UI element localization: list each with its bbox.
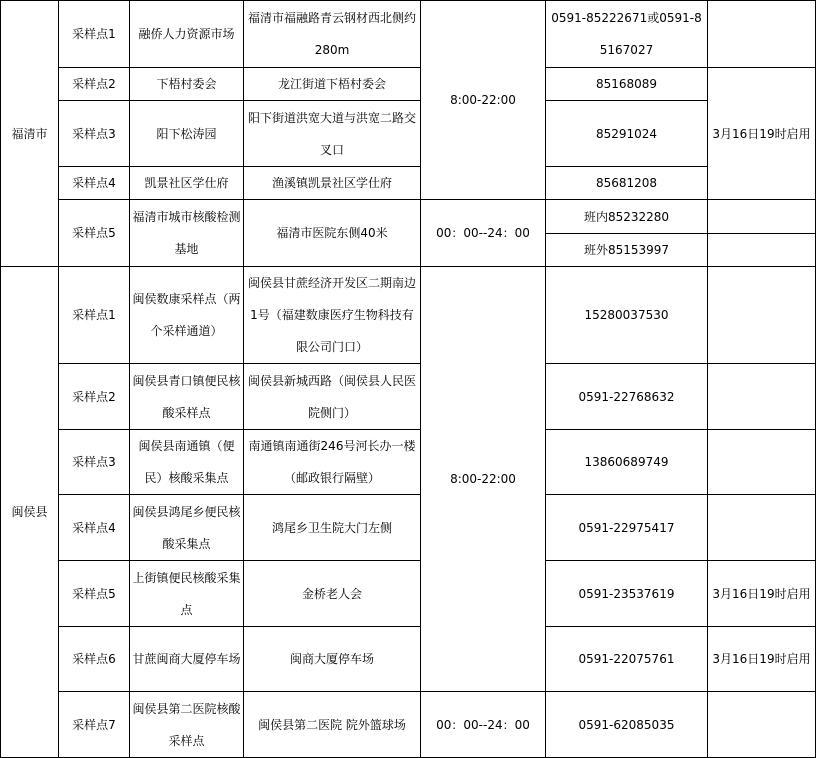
site-name: 阳下松涛园 [130, 101, 244, 167]
hours-cell: 8:00-22:00 [421, 267, 546, 692]
table-row [1, 692, 816, 758]
site-label: 采样点6 [59, 627, 130, 692]
site-name: 闽侯县鸿尾乡便民核酸采集点 [130, 495, 244, 561]
site-label: 采样点3 [59, 430, 130, 495]
table-row [1, 561, 816, 627]
site-name: 闽侯县青口镇便民核酸采样点 [130, 364, 244, 430]
site-label: 采样点3 [59, 101, 130, 167]
site-name: 上街镇便民核酸采集点 [130, 561, 244, 627]
site-phone: 0591-22768632 [546, 364, 708, 430]
table-row [1, 68, 816, 101]
note-cell-empty [708, 1, 816, 68]
site-label: 采样点4 [59, 495, 130, 561]
site-address: 闽商大厦停车场 [244, 627, 421, 692]
site-phone: 85168089 [546, 68, 708, 101]
table-row [1, 364, 816, 430]
site-address: 闽侯县第二医院 院外篮球场 [244, 692, 421, 758]
site-name: 下梧村委会 [130, 68, 244, 101]
site-name: 福清市城市核酸检测基地 [130, 200, 244, 267]
site-name: 闽侯数康采样点（两个采样通道） [130, 267, 244, 364]
site-phone: 15280037530 [546, 267, 708, 364]
region-cell-minhou: 闽侯县 [1, 267, 59, 758]
table-row [1, 200, 816, 234]
site-name: 闽侯县南通镇（便民）核酸采集点 [130, 430, 244, 495]
site-name: 甘蔗闽商大厦停车场 [130, 627, 244, 692]
site-label: 采样点1 [59, 267, 130, 364]
site-label: 采样点7 [59, 692, 130, 758]
note-cell: 3月16日19时启用 [708, 561, 816, 627]
table-row [1, 267, 816, 364]
table-row [1, 167, 816, 200]
site-address: 福清市福融路青云钢材西北侧约280m [244, 1, 421, 68]
site-address: 福清市医院东侧40米 [244, 200, 421, 267]
note-cell: 3月16日19时启用 [708, 627, 816, 692]
region-cell-fuqing: 福清市 [1, 1, 59, 267]
site-label: 采样点1 [59, 1, 130, 68]
site-address: 闽侯县甘蔗经济开发区二期南边1号（福建数康医疗生物科技有限公司门口） [244, 267, 421, 364]
site-label: 采样点5 [59, 200, 130, 267]
site-address: 龙江街道下梧村委会 [244, 68, 421, 101]
site-name: 融侨人力资源市场 [130, 1, 244, 68]
site-phone: 0591-85222671或0591-85167027 [546, 1, 708, 68]
site-label: 采样点5 [59, 561, 130, 627]
note-cell [708, 692, 816, 758]
note-cell [708, 267, 816, 364]
site-phone: 85291024 [546, 101, 708, 167]
site-phone-in: 班内85232280 [546, 200, 708, 234]
site-address: 金桥老人会 [244, 561, 421, 627]
site-address: 阳下街道洪宽大道与洪宽二路交叉口 [244, 101, 421, 167]
site-label: 采样点4 [59, 167, 130, 200]
site-phone: 0591-22975417 [546, 495, 708, 561]
site-name: 凯景社区学仕府 [130, 167, 244, 200]
note-cell [708, 495, 816, 561]
site-phone: 13860689749 [546, 430, 708, 495]
table-row [1, 101, 816, 167]
site-phone: 0591-62085035 [546, 692, 708, 758]
note-cell: 3月16日19时启用 [708, 68, 816, 200]
table-row [1, 1, 816, 68]
site-phone: 0591-22075761 [546, 627, 708, 692]
table-row [1, 627, 816, 692]
site-phone: 0591-23537619 [546, 561, 708, 627]
table-row [1, 430, 816, 495]
note-cell-empty [708, 200, 816, 234]
note-cell [708, 364, 816, 430]
hours-cell: 00：00--24：00 [421, 692, 546, 758]
site-phone-out: 班外85153997 [546, 234, 708, 267]
site-phone: 85681208 [546, 167, 708, 200]
table-row [1, 495, 816, 561]
note-cell [708, 430, 816, 495]
site-address: 闽侯县新城西路（闽侯县人民医院侧门） [244, 364, 421, 430]
note-cell-empty [708, 234, 816, 267]
site-address: 鸿尾乡卫生院大门左侧 [244, 495, 421, 561]
site-address: 南通镇南通街246号河长办一楼（邮政银行隔壁） [244, 430, 421, 495]
hours-cell: 00：00--24：00 [421, 200, 546, 267]
hours-cell: 8:00-22:00 [421, 1, 546, 200]
site-label: 采样点2 [59, 68, 130, 101]
site-name: 闽侯县第二医院核酸采样点 [130, 692, 244, 758]
site-label: 采样点2 [59, 364, 130, 430]
site-address: 渔溪镇凯景社区学仕府 [244, 167, 421, 200]
